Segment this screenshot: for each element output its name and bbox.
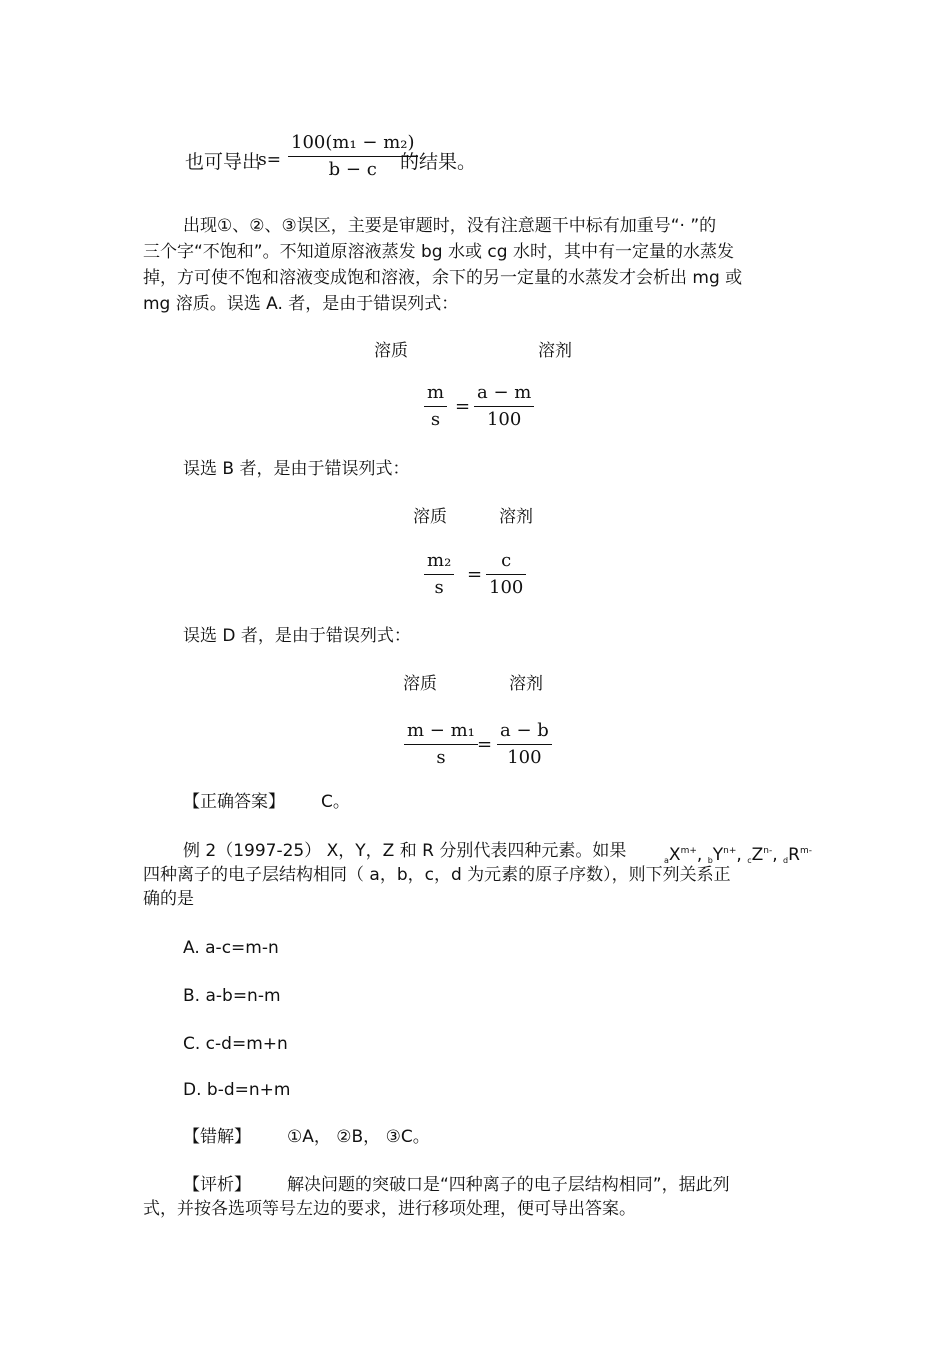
eqD-left-numerator: m − m₁ [407, 720, 475, 741]
eqD-solvent-label: 溶剂 [509, 674, 543, 694]
answer-label: 【正确答案】 [183, 792, 285, 812]
intro-var: s= [258, 150, 281, 170]
analysis-label: 【评析】 [183, 1175, 251, 1195]
ion-r: $dR^{m-}$ [783, 845, 812, 865]
para1-line4: mg 溶质。误选 A. 者，是由于错误列式： [143, 294, 459, 314]
eqA-solute-label: 溶质 [374, 341, 408, 361]
eqD-right-fraction [497, 718, 552, 771]
para1-line1: 出现①、②、③误区，主要是审题时，没有注意题干中标有加重号“· ”的 [183, 216, 717, 236]
option-a: A. a-c=m-n [183, 938, 279, 958]
wrong-value: ①A， ②B， ③C。 [287, 1127, 430, 1147]
eqA-left-denominator: s [430, 409, 441, 430]
example-line2: 四种离子的电子层结构相同（ a，b，c，d 为元素的原子序数），则下列关系正 [143, 865, 731, 885]
intro-tail: 的结果。 [400, 151, 477, 173]
intro-denominator: b − c [328, 159, 377, 180]
intro-numerator: 100(m₁ − m₂) [291, 132, 415, 153]
error-b-text: 误选 B 者，是由于错误列式： [183, 459, 410, 479]
eqB-right-fraction [486, 548, 526, 601]
eqD-left-fraction [404, 718, 478, 771]
eqB-solvent-label: 溶剂 [499, 507, 533, 527]
eqA-solvent-label: 溶剂 [538, 341, 572, 361]
eqD-equals: = [477, 734, 493, 755]
intro-fraction [288, 130, 418, 183]
example-ions: $aX^{m+}$, $bY^{n+}$, $cZ^{n-}$, $dR^{m-}$ [664, 845, 812, 865]
option-d: D. b-d=n+m [183, 1080, 291, 1100]
eqA-left-fraction [424, 380, 447, 433]
analysis-line1: 解决问题的突破口是“四种离子的电子层结构相同”，据此列 [287, 1175, 730, 1195]
eqB-solute-label: 溶质 [413, 507, 447, 527]
eqA-right-fraction [474, 380, 534, 433]
eqB-left-denominator: s [434, 577, 444, 598]
wrong-label: 【错解】 [183, 1127, 251, 1147]
ion-z: $cZ^{n-}$ [747, 845, 773, 865]
para1-line3: 掉，方可使不饱和溶液变成饱和溶液，余下的另一定量的水蒸发才会析出 mg 或 [143, 268, 743, 288]
option-c: C. c-d=m+n [183, 1034, 288, 1054]
eqA-right-numerator: a − m [477, 382, 532, 403]
ion-y: $bY^{n+}$ [707, 845, 737, 865]
eqB-right-numerator: c [501, 550, 512, 571]
eqB-equals: = [467, 564, 483, 585]
analysis-line2: 式，并按各选项等号左边的要求，进行移项处理，便可导出答案。 [143, 1199, 636, 1219]
answer-value: C。 [321, 792, 350, 812]
eqD-right-numerator: a − b [500, 720, 549, 741]
eqA-right-denominator: 100 [486, 409, 522, 430]
eqA-equals: = [455, 396, 471, 417]
eqA-left-numerator: m [427, 382, 445, 403]
example-text: 例 2（1997-25） X，Y，Z 和 R 分别代表四种元素。如果 [183, 841, 627, 861]
eqD-right-denominator: 100 [507, 747, 542, 768]
eqD-left-denominator: s [436, 747, 446, 768]
eqB-left-numerator: m₂ [427, 550, 452, 571]
eqD-solute-label: 溶质 [403, 674, 437, 694]
intro-lead: 也可导出 [185, 151, 262, 173]
para1-line2: 三个字“不饱和”。不知道原溶液蒸发 bg 水或 cg 水时，其中有一定量的水蒸发 [143, 242, 734, 262]
option-b: B. a-b=n-m [183, 986, 281, 1006]
ion-x: $aX^{m+}$ [664, 845, 697, 865]
eqB-right-denominator: 100 [489, 577, 524, 598]
example-line3: 确的是 [143, 889, 194, 909]
error-d-text: 误选 D 者，是由于错误列式： [183, 626, 411, 646]
eqB-left-fraction [424, 548, 454, 601]
